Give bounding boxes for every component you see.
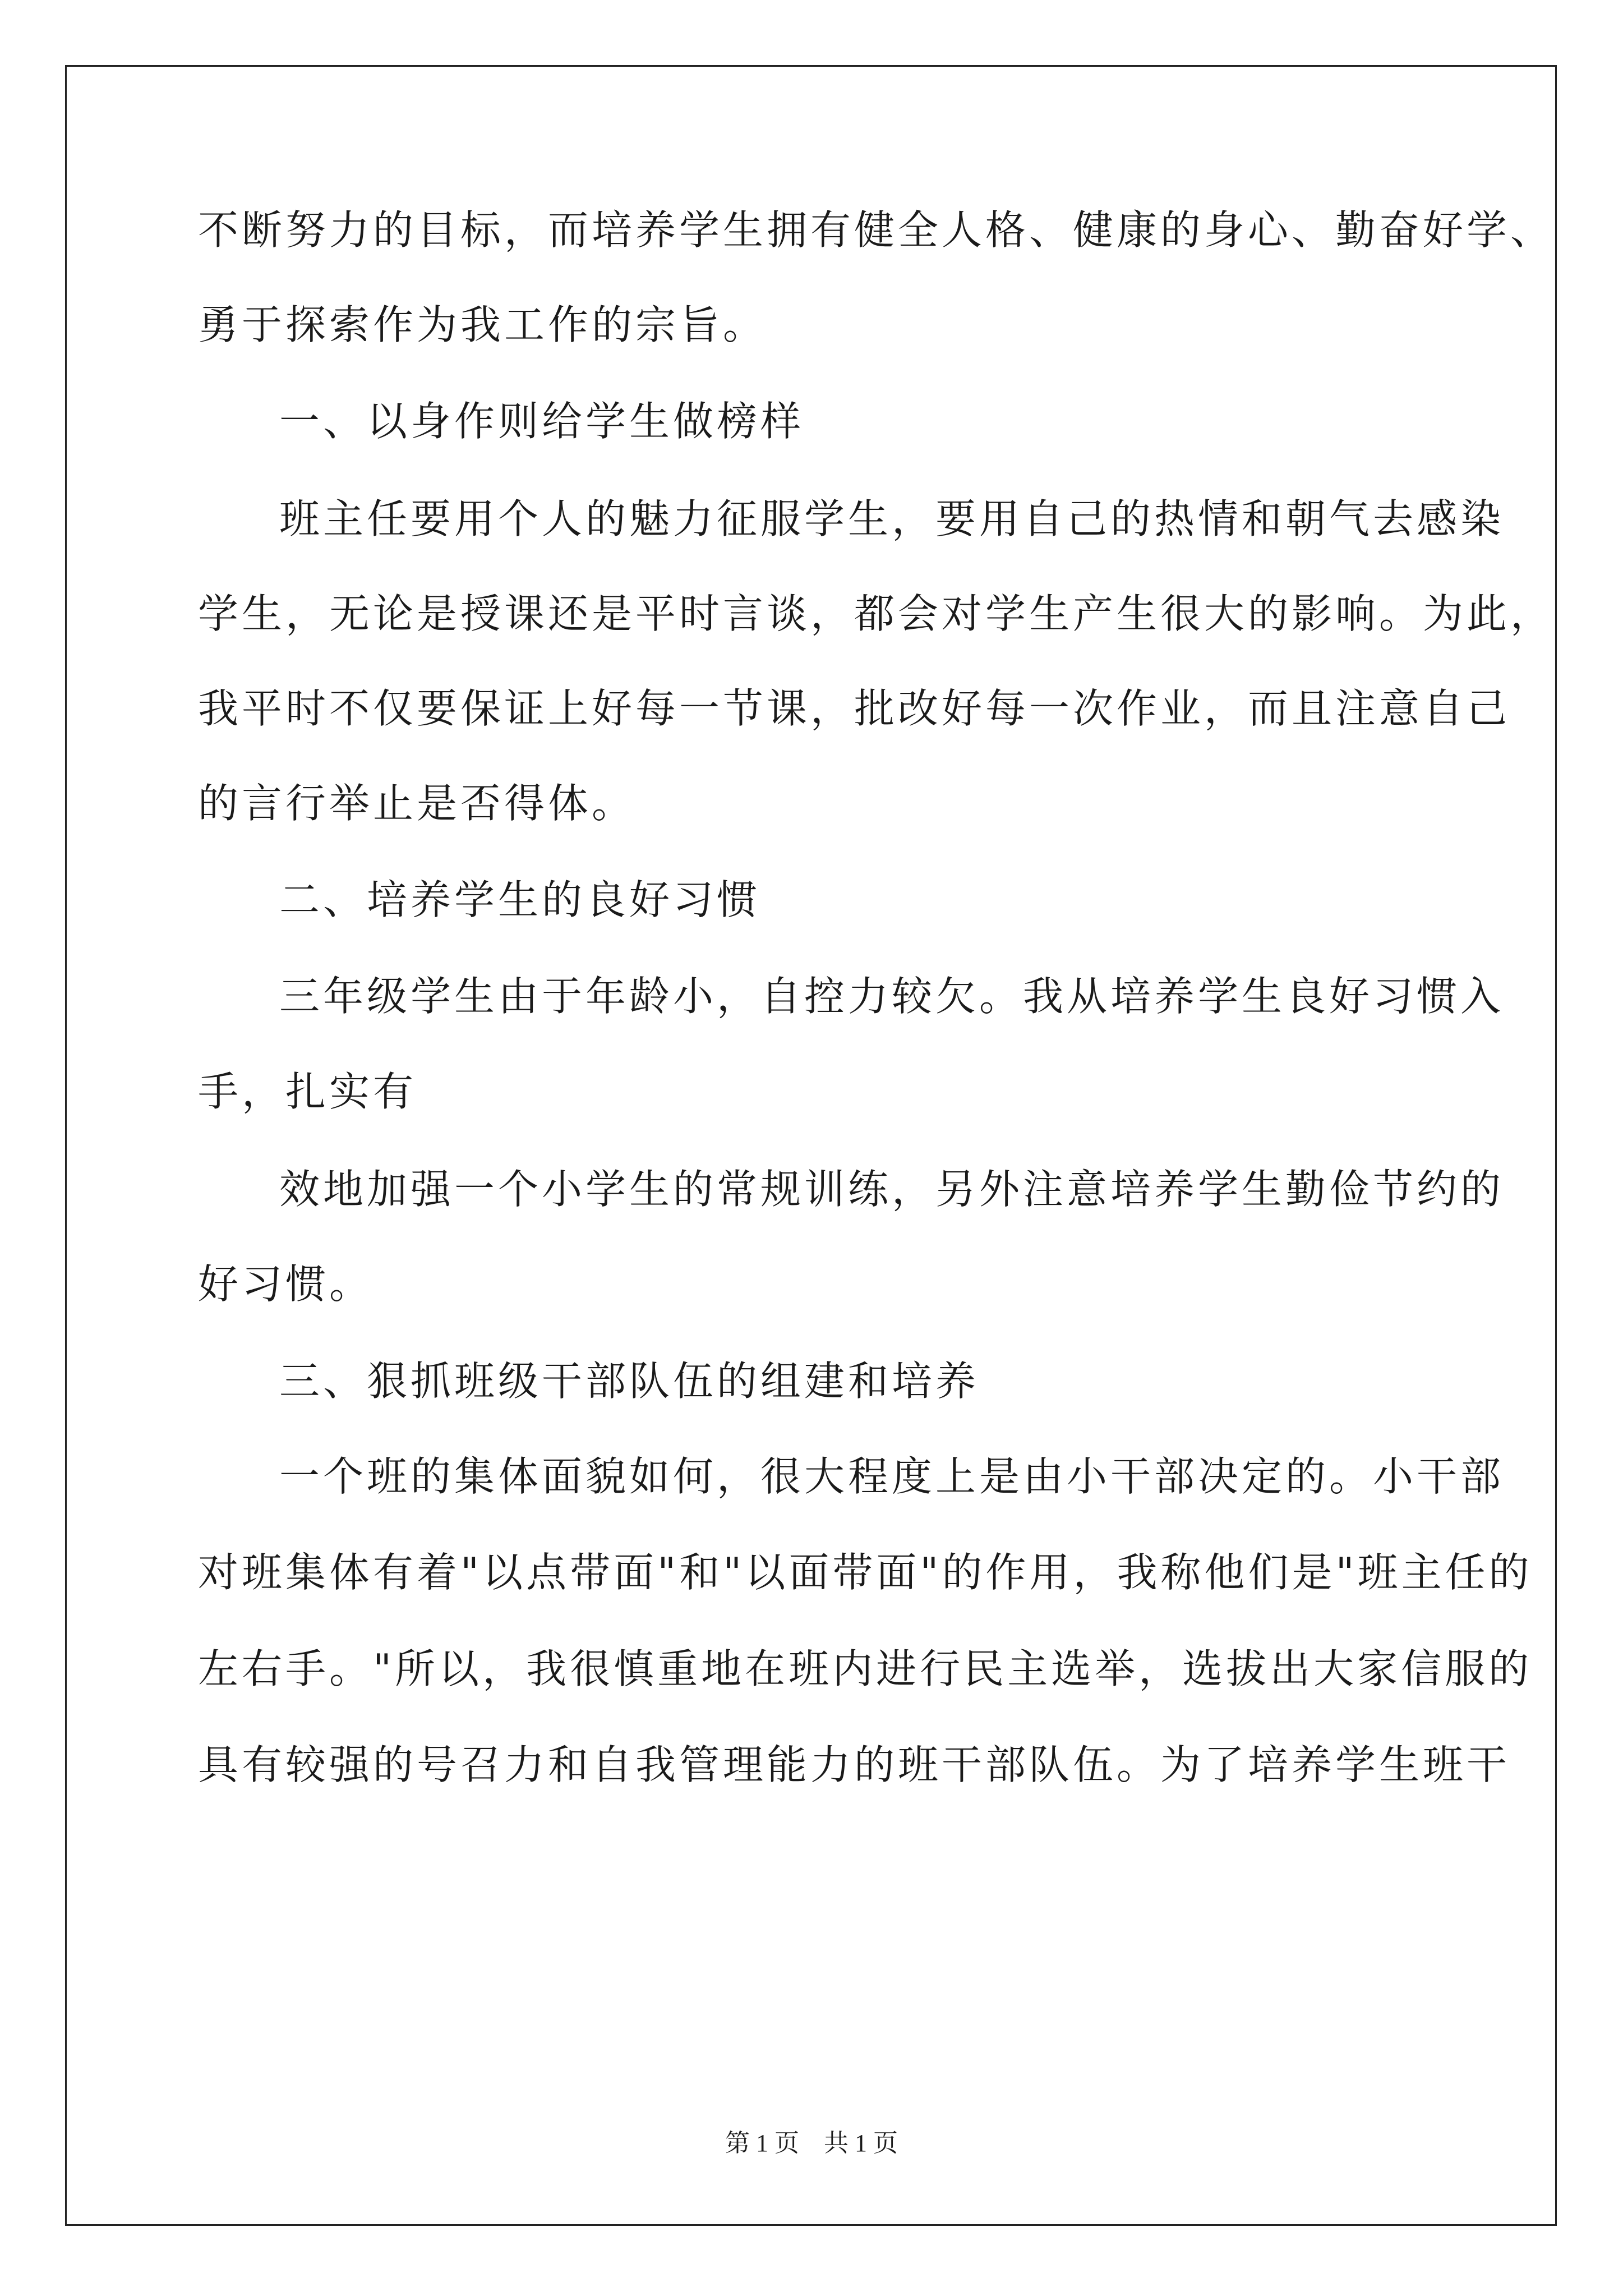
- page-border: [65, 65, 1557, 2226]
- section-heading: 三、狠抓班级干部队伍的组建和培养: [279, 1358, 980, 1405]
- paragraph-line: 班主任要用个人的魅力征服学生，要用自己的热情和朝气去感染: [279, 495, 1505, 542]
- paragraph-line: 的言行举止是否得体。: [198, 780, 636, 827]
- paragraph-line: 手，扎实有: [198, 1068, 417, 1115]
- paragraph-line: 左右手。"所以，我很慎重地在班内进行民主选举，选拔出大家信服的: [198, 1645, 1533, 1692]
- paragraph-line: 一个班的集体面貌如何，很大程度上是由小干部决定的。小干部: [279, 1453, 1505, 1500]
- paragraph-line: 勇于探索作为我工作的宗旨。: [198, 301, 767, 348]
- paragraph-line: 学生，无论是授课还是平时言谈，都会对学生产生很大的影响。为此，: [198, 590, 1555, 637]
- paragraph-line: 效地加强一个小学生的常规训练，另外注意培养学生勤俭节约的: [279, 1166, 1505, 1213]
- paragraph-line: 好习惯。: [198, 1260, 374, 1308]
- page-number-footer: 第 1 页 共 1 页: [725, 2129, 898, 2157]
- section-heading: 一、以身作则给学生做榜样: [279, 398, 805, 445]
- paragraph-line: 三年级学生由于年龄小，自控力较欠。我从培养学生良好习惯入: [279, 973, 1505, 1020]
- paragraph-line: 对班集体有着"以点带面"和"以面带面"的作用，我称他们是"班主任的: [198, 1549, 1533, 1596]
- paragraph-line: 我平时不仅要保证上好每一节课，批改好每一次作业，而且注意自己: [198, 685, 1511, 732]
- paragraph-line: 不断努力的目标，而培养学生拥有健全人格、健康的身心、勤奋好学、: [198, 206, 1555, 254]
- paragraph-line: 具有较强的号召力和自我管理能力的班干部队伍。为了培养学生班干: [198, 1741, 1511, 1788]
- section-heading: 二、培养学生的良好习惯: [279, 876, 761, 923]
